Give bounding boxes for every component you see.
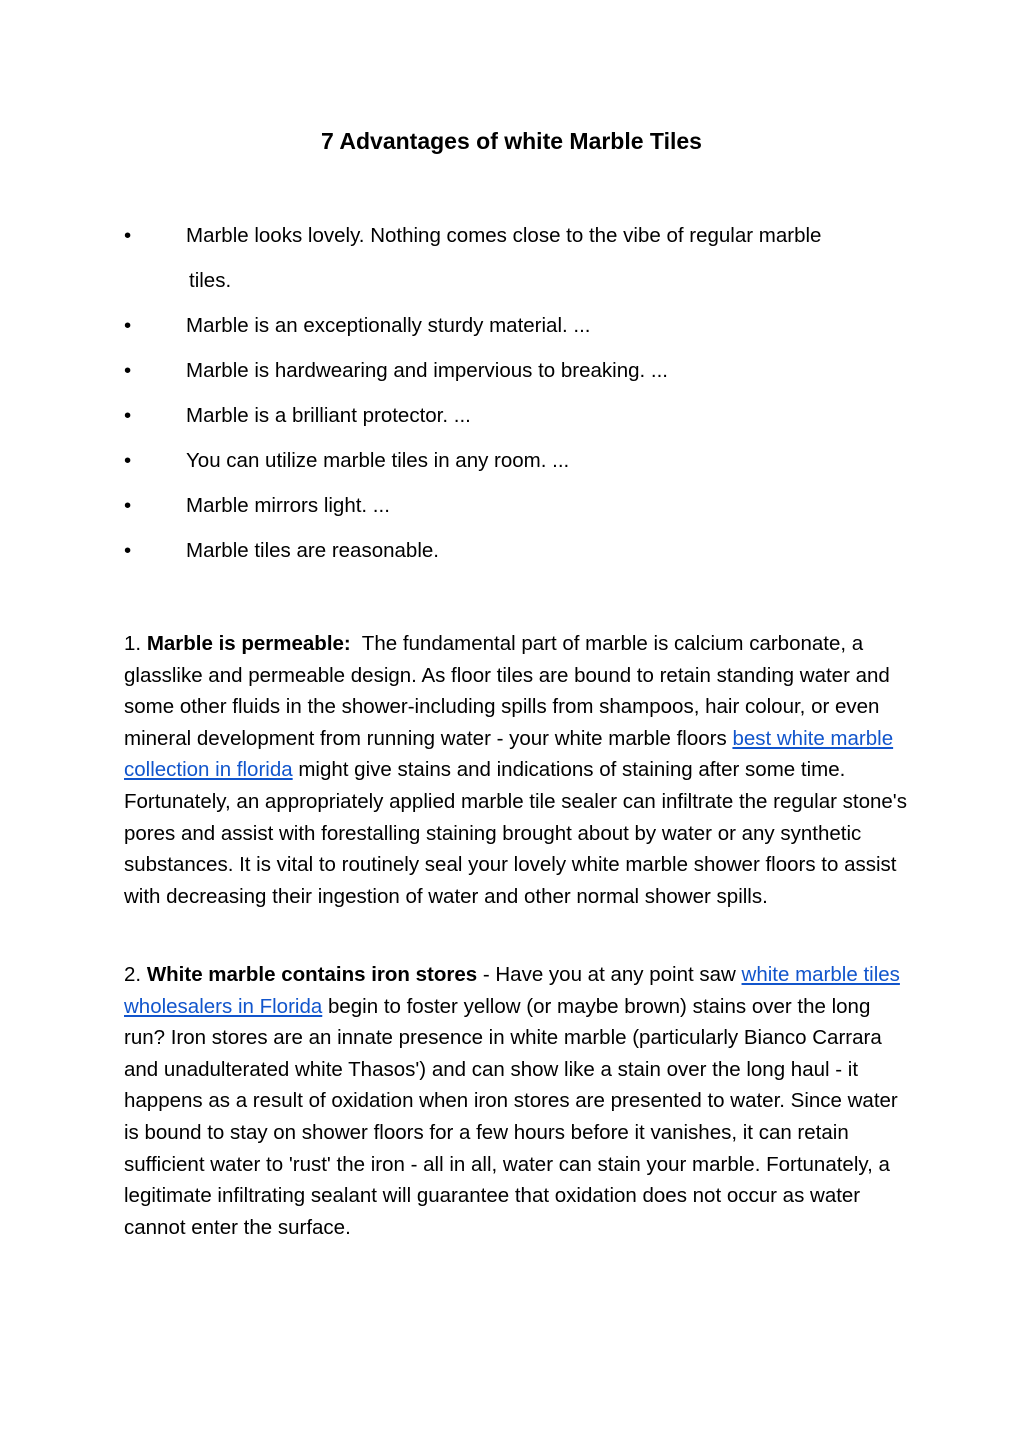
list-item	[124, 483, 924, 528]
paragraph-heading: White marble contains iron stores	[146, 963, 478, 986]
bullet-icon: •	[124, 314, 132, 337]
paragraph-heading: Marble is permeable:	[146, 632, 351, 655]
list-item	[124, 528, 924, 573]
list-item	[124, 213, 924, 258]
list-item-continuation: tiles.	[189, 269, 232, 292]
paragraph-permeable	[124, 628, 909, 912]
list-item	[124, 303, 924, 348]
list-item-text: Marble is hardwearing and impervious to breaking. ...	[186, 359, 668, 382]
paragraph-iron-stores	[124, 959, 909, 1243]
paragraph-number: 1.	[124, 632, 142, 655]
wholesalers-link[interactable]: white marble tiles wholesalers in Florida	[124, 963, 900, 1018]
list-item-text: Marble mirrors light. ...	[186, 494, 390, 517]
bullet-icon: •	[124, 539, 132, 562]
paragraph-number: 2.	[124, 963, 142, 986]
list-item-text: Marble is a brilliant protector. ...	[186, 404, 471, 427]
bullet-icon: •	[124, 359, 132, 382]
paragraph-text: begin to foster yellow (or maybe brown) stains over the long run? Iron stores are an innate presence in white marble (particularly Bianco Carrara and unadulterated white Thasos') and can show like a stain over the long haul - it happens as a result of oxidation when iron stores are presented to water. Since water is bound to stay on shower floors for a few hours before it vanishes, it can retain sufficient water to 'rust' the iron - all in all, water can stain your marble. Fortunately, a legitimate infiltrating sealant will guarantee that oxidation does not occur as water cannot enter the surface.	[124, 994, 898, 1239]
bullet-icon: •	[124, 449, 132, 472]
advantages-list	[124, 213, 924, 573]
list-item-text: Marble is an exceptionally sturdy material. ...	[186, 314, 591, 337]
list-item-text: You can utilize marble tiles in any room. ...	[186, 449, 570, 472]
list-item	[124, 438, 924, 483]
list-item	[124, 348, 924, 393]
list-item-text: Marble tiles are reasonable.	[186, 539, 439, 562]
marble-collection-link[interactable]: best white marble collection in florida	[124, 726, 894, 782]
paragraph-text: The fundamental part of marble is calcium carbonate, a glasslike and permeable design. As floor tiles are bound to retain standing water and some other fluids in the shower-including spills from shampoos, hair colour, or even mineral development from running water - your white marble floors	[124, 632, 890, 750]
paragraph-text: might give stains and indications of staining after some time. Fortunately, an appropriately applied marble tile sealer can infiltrate the regular stone's pores and assist with forestalling staining brought about by water or any synthetic substances. It is vital to routinely seal your lovely white marble shower floors to assist with decreasing their ingestion of water and other normal shower spills.	[124, 758, 907, 908]
document-title: 7 Advantages of white Marble Tiles	[321, 128, 702, 154]
list-item-text: Marble looks lovely. Nothing comes close to the vibe of regular marble	[186, 224, 822, 247]
bullet-icon: •	[124, 224, 132, 247]
paragraph-text: - Have you at any point saw	[482, 963, 736, 986]
bullet-icon: •	[124, 404, 132, 427]
list-item	[124, 393, 924, 438]
bullet-icon: •	[124, 494, 132, 517]
